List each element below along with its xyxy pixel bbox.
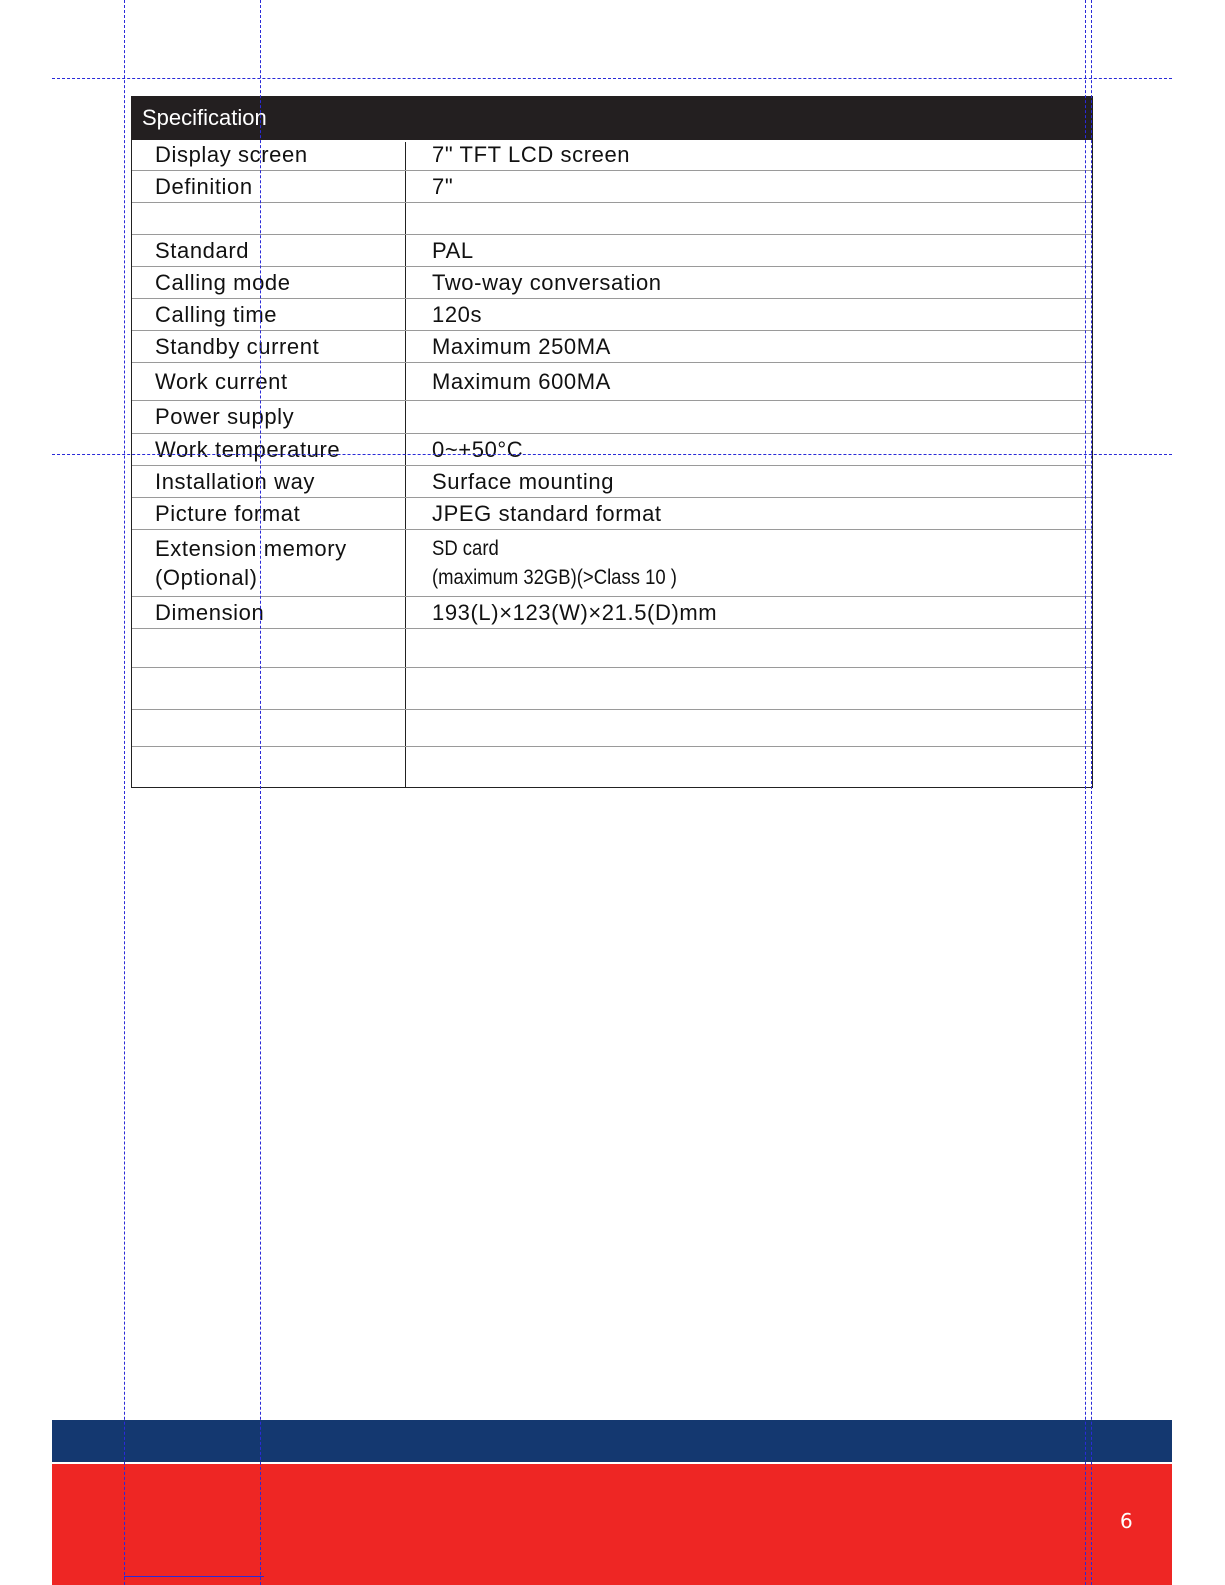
row-label [155,629,395,667]
table-row [132,597,1092,629]
row-value: Maximum 250MA [432,333,611,359]
table-row [132,203,1092,235]
row-value: JPEG standard format [432,500,662,526]
crop-guide-line [1085,0,1086,1585]
table-row [132,530,1092,597]
row-label [155,668,395,709]
row-value: 120s [432,301,483,327]
row-label: Dimension [155,599,265,625]
page-number: 6 [1120,1509,1133,1533]
row-label: Installation way [155,468,316,494]
table-row [132,363,1092,401]
table-row [132,668,1092,710]
table-row [132,434,1092,466]
row-label [155,203,395,234]
row-label: Standard [155,237,250,263]
row-label: Work temperature [155,436,341,462]
footer-red-band [52,1464,1172,1585]
row-value-line1: SD card [432,537,499,560]
row-value: Maximum 600MA [432,368,611,394]
crop-guide-line [1091,0,1092,1585]
row-value-line2: (maximum 32GB)(>Class 10 ) [432,566,677,589]
row-label: Work current [155,368,288,394]
row-label-line1: Extension memory [155,536,347,561]
row-value [432,401,1082,433]
spec-table [131,140,1093,788]
crop-guide-line [52,78,1172,79]
row-value [432,747,1082,786]
crop-guide-line [260,0,261,1585]
row-value [432,710,1082,746]
table-row [132,629,1092,668]
row-label [155,710,395,746]
table-row [132,331,1092,363]
table-row [132,710,1092,747]
crop-guide-line [124,0,125,1585]
row-label: Standby current [155,333,320,359]
table-row [132,747,1092,786]
row-value: 0~+50°C [432,436,524,462]
table-row [132,299,1092,331]
crop-guide-line [124,1576,264,1577]
crop-guide-line [52,454,1172,455]
row-label: Picture format [155,500,301,526]
row-value [432,629,1082,667]
row-value [432,530,1004,596]
row-label: Calling mode [155,269,291,295]
table-row [132,267,1092,299]
table-row [132,140,1092,171]
row-label-line2: (Optional) [155,565,258,590]
row-label: Display screen [155,142,308,167]
table-row [132,466,1092,498]
row-value [432,203,1082,234]
table-row [132,235,1092,267]
table-row [132,401,1092,434]
row-label: Definition [155,173,253,199]
table-row [132,498,1092,530]
footer-blue-band [52,1420,1172,1462]
row-label [155,530,395,596]
spec-title: Specification [142,105,267,130]
row-value: Two-way conversation [432,269,662,295]
spec-header [131,96,1093,140]
table-row [132,171,1092,203]
row-value: 193(L)×123(W)×21.5(D)mm [432,599,718,625]
row-value [432,668,1082,709]
row-label: Power supply [155,404,295,429]
row-value: 7" [432,173,454,199]
row-label [155,747,395,786]
row-value: 7" TFT LCD screen [432,142,631,167]
row-value: Surface mounting [432,468,615,494]
row-value: PAL [432,237,474,263]
row-label: Calling time [155,301,278,327]
